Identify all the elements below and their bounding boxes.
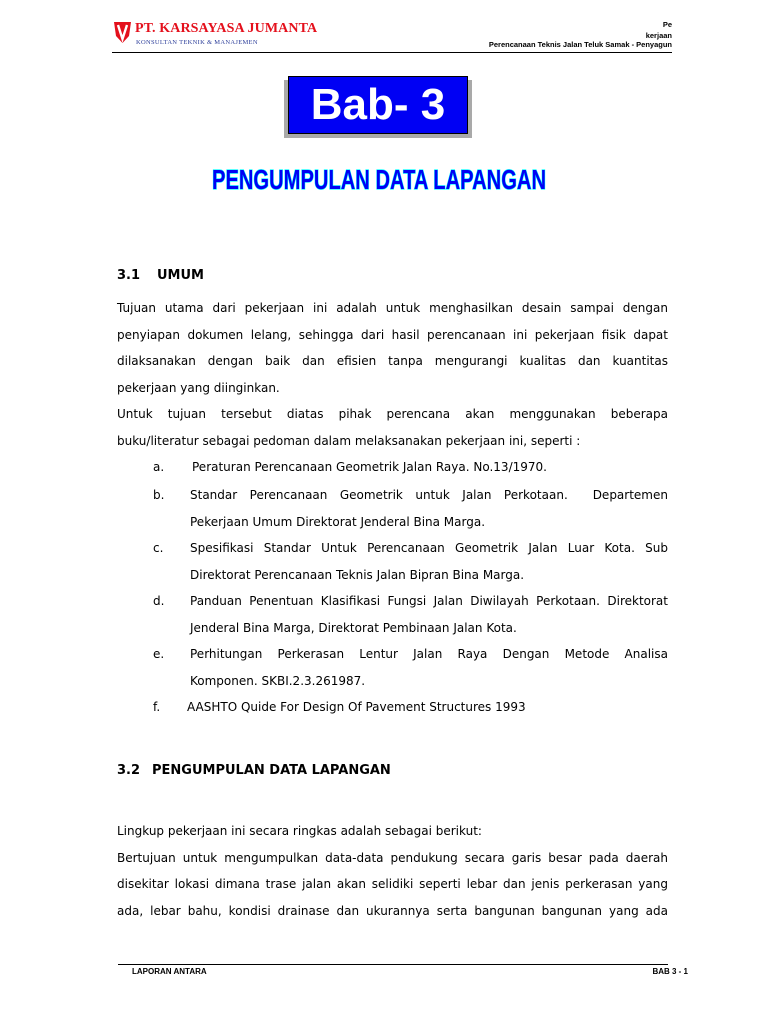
footer-report-title: LAPORAN ANTARA: [132, 967, 207, 976]
chapter-label: Bab- 3: [310, 80, 446, 129]
chapter-subtitle: [200, 160, 558, 196]
section-2-number: 3.2: [117, 763, 141, 778]
list-item-line: Panduan Penentuan Klasifikasi Fungsi Jalan Diwilayah Perkotaan. Direktorat: [190, 594, 668, 608]
reference-list: [0, 454, 768, 724]
list-item-letter: c.: [153, 541, 164, 555]
header-divider: [112, 52, 672, 53]
section-1-title: UMUM: [157, 268, 204, 283]
list-item: [190, 535, 668, 588]
company-name: PT. KARSAYASA JUMANTA: [135, 21, 318, 36]
list-item-letter: f.: [153, 700, 161, 714]
footer-page-number: BAB 3 - 1: [652, 967, 688, 976]
paragraph-line: penyiapan dokumen lelang, sehingga dari hasil perencanaan ini pekerjaan fisik dapat: [117, 327, 668, 342]
section-1-paragraph-1: [117, 295, 668, 454]
list-item: [187, 694, 668, 721]
header-project-line-2: kerjaan: [645, 31, 672, 40]
paragraph-line: dilaksanakan dengan baik dan efisien tanpa mengurangi kualitas dan kuantitas: [117, 354, 668, 368]
paragraph-line: ada, lebar bahu, kondisi drainase dan ukurannya serta bangunan bangunan yang ada: [117, 903, 668, 918]
paragraph-line: Bertujuan untuk mengumpulkan data-data pendukung secara garis besar pada daerah: [117, 850, 668, 865]
list-item: [190, 588, 668, 641]
list-item-line: Perhitungan Perkerasan Lentur Jalan Raya Dengan Metode Analisa: [190, 647, 668, 661]
section-1-number: 3.1: [117, 268, 141, 283]
list-item-line: Komponen. SKBI.2.3.261987.: [190, 673, 366, 688]
list-item-letter: b.: [153, 488, 165, 502]
list-item-letter: a.: [153, 460, 165, 474]
paragraph-line: Lingkup pekerjaan ini secara ringkas adalah sebagai berikut:: [117, 824, 482, 838]
header-project-line-1: Pe: [662, 20, 672, 29]
list-item: [192, 454, 668, 481]
chapter-subtitle-text: PENGUMPULAN DATA LAPANGAN: [212, 164, 546, 195]
list-item-letter: d.: [153, 594, 165, 608]
list-item-line: Standar Perencanaan Geometrik untuk Jalan Perkotaan. Departemen: [190, 488, 668, 502]
paragraph-line: pekerjaan yang diinginkan.: [117, 380, 280, 395]
company-subtitle: KONSULTAN TEKNIK & MANAJEMEN: [136, 39, 258, 46]
list-item-line: AASHTO Quide For Design Of Pavement Structures 1993: [187, 700, 526, 714]
list-item-line: Pekerjaan Umum Direktorat Jenderal Bina Marga.: [190, 514, 486, 529]
paragraph-line: Tujuan utama dari pekerjaan ini adalah untuk menghasilkan desain sampai dengan: [117, 301, 668, 315]
footer-divider: [118, 964, 668, 965]
list-item-line: Jenderal Bina Marga, Direktorat Pembinaan Jalan Kota.: [190, 620, 517, 635]
paragraph-line: disekitar lokasi dimana trase jalan akan selidiki seperti lebar dan jenis perkerasan yang: [117, 877, 668, 891]
paragraph-line: buku/literatur sebagai pedoman dalam melaksanakan pekerjaan ini, seperti :: [117, 433, 581, 448]
list-item-line: Direktorat Perencanaan Teknis Jalan Bipran Bina Marga.: [190, 567, 525, 582]
section-2-title: PENGUMPULAN DATA LAPANGAN: [152, 763, 391, 778]
header-project-line-3: Perencanaan Teknis Jalan Teluk Samak - Penyagun: [488, 40, 672, 49]
company-logo-icon: [114, 22, 131, 43]
list-item: [190, 641, 668, 694]
list-item-line: Peraturan Perencanaan Geometrik Jalan Raya. No.13/1970.: [192, 460, 547, 474]
list-item-letter: e.: [153, 647, 165, 661]
section-2-body: [117, 818, 668, 924]
paragraph-line: Untuk tujuan tersebut diatas pihak perencana akan menggunakan beberapa: [117, 407, 668, 421]
list-item-line: Spesifikasi Standar Untuk Perencanaan Geometrik Jalan Luar Kota. Sub: [190, 541, 668, 555]
list-item: [190, 482, 668, 535]
